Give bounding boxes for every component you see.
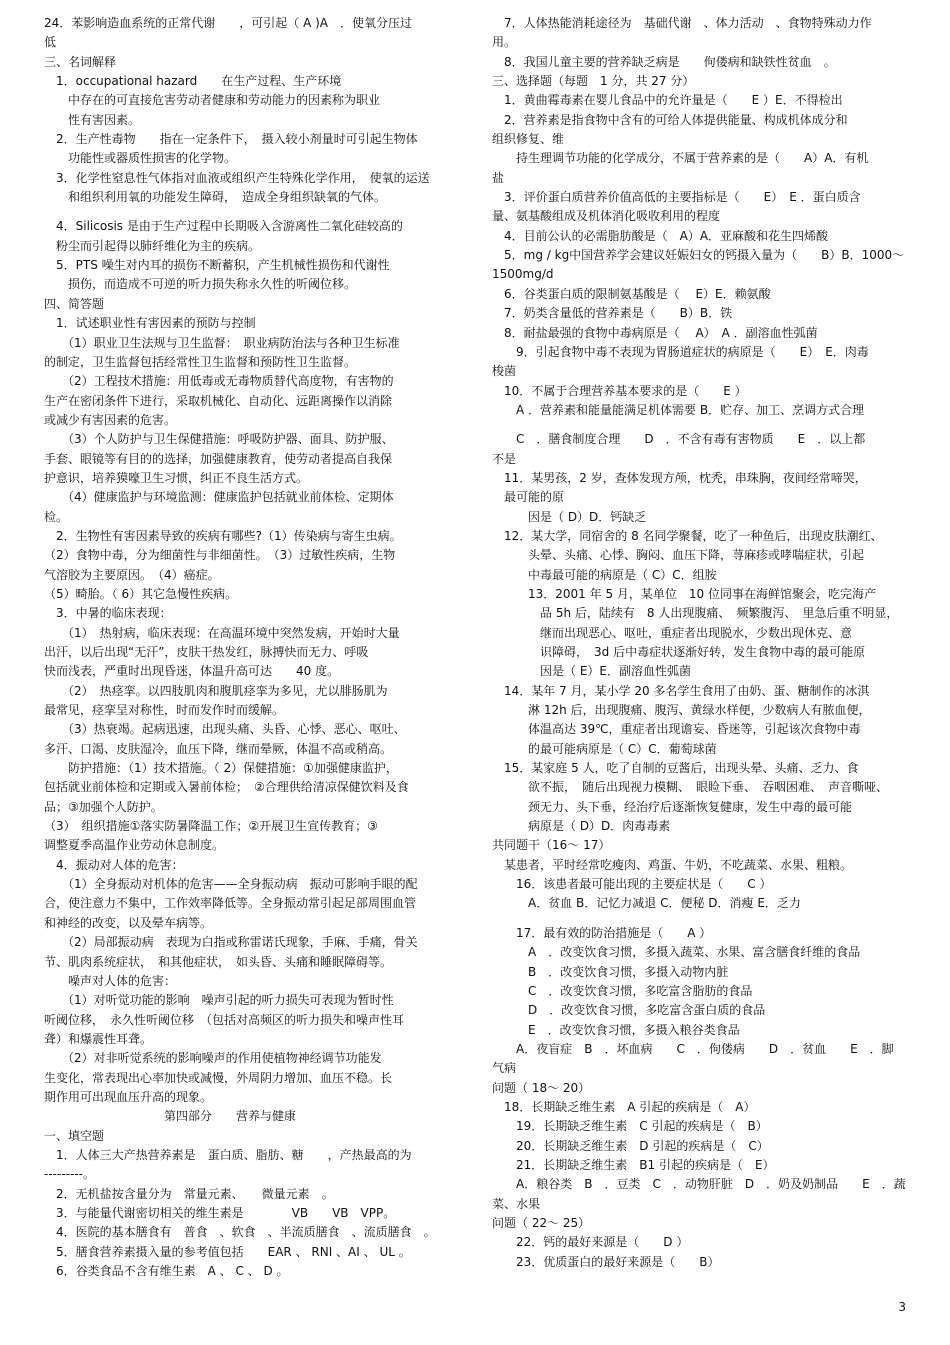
text-line: 防护措施：（1）技术措施。（ 2）保健措施：①加强健康监护， [44,761,398,776]
text-line: 期作用可出现血压升高的现象。 [44,1089,213,1104]
text-line: 功能性或器质性损害的化学物。 [44,151,237,166]
text-line: （1）职业卫生法规与卫生监督： 职业病防治法与各种卫生标准 [44,335,400,350]
text-line: 17．最有效的防治措施是（ A ） [492,925,712,940]
text-line: 8．我国儿童主要的营养缺乏病是 佝偻病和缺铁性贫血 。 [492,54,836,69]
text-line: 生变化，常表现出心率加快或减慢，外周阴力增加、血压不稳。长 [44,1070,393,1085]
text-line: 合，使注意力不集中，工作效率降低等。全身振动常引起足部周围血管 [44,896,417,911]
text-line: 损伤，而造成不可逆的听力损失称永久性的听阈位移。 [44,277,357,292]
text-line: 品；③加强个人防护。 [44,799,163,814]
text-line: 听阈位移， 永久性听阈位移 （包括对高频区的听力损失和噪声性耳 [44,1012,405,1027]
text-line: 聋）和爆震性耳聋。 [44,1031,153,1046]
text-line: 一、填空题 [44,1128,105,1143]
text-line: 14．某年 7 月，某小学 20 多名学生食用了由奶、蛋、糖制作的冰淇 [492,683,870,698]
text-line: A．贫血 B．记忆力减退 C．便秘 D．消瘦 E．乏力 [492,896,801,911]
text-line: （3）热衰竭。起病迅速，出现头痛、头昏、心悸、恶心、呕吐、 [44,722,406,737]
text-line: （2）食物中毒，分为细菌性与非细菌性。 （3）过敏性疾病，生物 [44,548,396,563]
text-line: 因是（ D）D．钙缺乏 [492,509,647,524]
text-line: 量、氨基酸组成及机体消化吸收利用的程度 [492,209,721,224]
text-line: （2）工程技术措施：用低毒或无毒物质替代高度物，有害物的 [44,374,394,389]
text-line: 或减少有害因素的危害。 [44,412,177,427]
text-line: 噪声对人体的危害： [44,973,177,988]
text-line: 节、肌肉系统症状， 和其他症状， 如头昏、头痛和睡眠障碍等。 [44,954,393,969]
text-line: C ．膳食制度合理 D ．不含有毒有害物质 E ．以上都 [492,432,866,447]
text-line: A ．改变饮食习惯，多摄入蔬菜、水果、富含膳食纤维的食品 [492,945,861,960]
text-line: 3．与能量代谢密切相关的维生素是 VB VB VPP。 [44,1205,396,1220]
text-line: 13．2001 年 5 月，某单位 10 位同事在海鲜馆聚会，吃完海产 [492,586,876,601]
text-line: 气溶胶为主要原因。 （4）癌症。 [44,567,220,582]
text-line: 气病 [492,1061,517,1076]
text-line: 4．目前公认的必需脂肪酸是（ A）A．亚麻酸和花生四烯酸 [492,228,829,243]
text-line: 调整夏季高温作业劳动休息制度。 [44,838,225,853]
text-line: 手套、眼镜等有目的的选择，加强健康教育，使劳动者提高自我保 [44,451,393,466]
text-line: 2．营养素是指食物中含有的可给人体提供能量、构成机体成分和 [492,112,848,127]
text-line: 低 [44,35,57,50]
text-line: 梭菌 [492,364,517,379]
text-line: 中存在的可直接危害劳动者健康和劳动能力的因素称为职业 [44,93,381,108]
right-column [492,14,910,1272]
text-line: 20．长期缺乏维生素 D 引起的疾病是（ C） [492,1138,769,1153]
text-line: A．夜盲症 B ．坏血病 C ．佝偻病 D ．贫血 E ．脚 [492,1041,894,1056]
spacer [44,207,462,217]
text-line: 2．生物性有害因素导致的疾病有哪些?（1）传染病与寄生虫病。 [44,528,402,543]
text-line: 7．人体热能消耗途径为 基础代谢 、体力活动 、食物特殊动力作 [492,16,872,30]
text-line: 5．PTS 噪生对内耳的损伤不断蓄积，产生机械性损伤和代谢性 [44,258,390,273]
text-line: D ．改变饮食习惯，多吃富含蛋白质的食品 [492,1003,766,1018]
text-line: 6．谷类蛋白质的限制氨基酸是（ E）E．赖氨酸 [492,286,771,301]
text-line: 23．优质蛋白的最好来源是（ B） [492,1254,720,1269]
text-line: 粉尘而引起得以肺纤维化为主的疾病。 [44,238,261,253]
left-column [44,14,462,1281]
text-line: C ．改变饮食习惯，多吃富含脂肪的食品 [492,983,753,998]
text-line: 中毒最可能的病原是（ C）C．组胺 [492,567,717,582]
text-line: A ．营养素和能量能满足机体需要 B．贮存、加工、烹调方式合理 [492,402,865,417]
text-line: 体温高达 39℃，重症者出现谵妄、昏迷等，引起该次食物中毒 [492,722,861,737]
text-line: 四、简答题 [44,296,105,311]
text-line: A．粮谷类 B ．豆类 C ．动物肝脏 D ．奶及奶制品 E ．蔬 [492,1177,906,1192]
text-line: 出汗，以后出现“无汗”，皮肤干热发红，脉搏快而无力、呼吸 [44,645,369,659]
text-line: 问题（ 18～ 20） [492,1080,591,1095]
spacer [492,914,910,924]
text-line: 10．不属于合理营养基本要求的是（ E ） [492,383,747,398]
text-line: （1） 热射病，临床表现：在高温环境中突然发病，开始时大量 [44,625,400,640]
text-line: 4．Silicosis 是由于生产过程中长期吸入含游离性二氧化硅较高的 [44,219,403,234]
text-line: 第四部分 营养与健康 [44,1109,297,1124]
text-line: E ．改变饮食习惯，多摄入粮谷类食品 [492,1022,740,1037]
text-line: 1．黄曲霉毒素在婴儿食品中的允许量是（ E ）E．不得检出 [492,93,843,108]
text-line: （5）畸胎。（ 6）其它急慢性疾病。 [44,586,238,601]
page-number: 3 [898,1300,906,1314]
text-line: （4）健康监护与环境监测：健康监护包括就业前体检、定期体 [44,490,394,505]
text-line: 包括就业前体检和定期或入暑前体检； ②合理供给清凉保健饮料及食 [44,780,409,795]
text-line: 24．苯影响造血系统的正常代谢 ，可引起（ A )A ．使氧分压过 [44,16,413,30]
text-line: 15．某家庭 5 人，吃了自制的豆酱后，出现头晕、头痛、乏力、食 [492,761,859,776]
text-line: 12．某大学，同宿舍的 8 名同学聚餐，吃了一种鱼后，出现皮肤潮红、 [492,528,883,543]
text-line: 的制定，卫生监督包括经常性卫生监督和预防性卫生监督。 [44,354,357,369]
text-line: 快而浅表，严重时出现昏迷，体温升高可达 40 度。 [44,664,340,679]
text-line: 三、选择题（每题 1 分，共 27 分） [492,74,695,89]
text-line: 5．mg / kg中国营养学会建议妊娠妇女的钙摄入量为（ B）B．1000～ [492,248,905,263]
text-line: 1．试述职业性有害因素的预防与控制 [44,316,256,331]
text-line: 最常见，痉挛呈对称性，时而发作时而缓解。 [44,703,285,718]
text-line: 某患者，平时经常吃瘦肉、鸡蛋、牛奶，不吃蔬菜、水果、粗粮。 [492,857,853,872]
text-line: 不是 [492,451,517,466]
text-line: 和神经的改变，以及晕车病等。 [44,915,213,930]
text-line: 22．钙的最好来源是（ D ） [492,1235,689,1250]
text-line: 检。 [44,509,69,524]
text-line: 的最可能病原是（ C）C．葡萄球菌 [492,741,717,756]
text-line: 组织修复、维 [492,132,565,147]
text-line: 1500mg/d [492,267,554,282]
text-line: 共同题干（16～ 17） [492,838,611,853]
text-line: （3） 组织措施①落实防暑降温工作；②开展卫生宣传教育；③ [44,819,378,834]
text-line: 8．耐盐最强的食物中毒病原是（ A） A ．副溶血性弧菌 [492,325,818,340]
text-line: 菜、水果 [492,1196,541,1211]
text-line: 病原是（ D）D．肉毒毒素 [492,819,671,834]
text-line: 生产在密闭条件下进行，采取机械化、自动化、远距离操作以消除 [44,393,393,408]
text-line: 持生理调节功能的化学成分，不属于营养素的是（ A）A．有机 [492,151,869,166]
text-line: 识障碍， 3d 后中毒症状逐渐好转，发生食物中毒的最可能原 [492,645,866,659]
text-line: 18．长期缺乏维生素 A 引起的疾病是（ A） [492,1099,756,1114]
text-line: 品 5h 后，陆续有 8 人出现腹痛、 频繁腹泻、 里急后重不明显， [492,606,899,621]
text-line: （2）局部振动病 表现为白指或称雷诺氏现象，手麻、手痛，骨关 [44,935,418,950]
text-line: 和组织利用氧的功能发生障碍， 造成全身组织缺氧的气体。 [44,190,387,205]
text-line: 4．振动对人体的危害： [44,857,184,872]
text-line: 多汗、口渴、皮肤湿冷，血压下降，继而晕厥，体温不高或稍高。 [44,741,393,756]
text-line: 2．无机盐按含量分为 常量元素、 微量元素 。 [44,1186,334,1201]
text-line: 7．奶类含量低的营养素是（ B）B．铁 [492,306,733,321]
text-line: 性有害因素。 [44,112,141,127]
text-line: （1）全身振动对机体的危害——全身振动病 振动可影响手眼的配 [44,877,418,892]
text-line: 用。 [492,35,517,50]
text-line: （2） 热痉挛。以四肢肌肉和腹肌痉挛为多见，尤以腓肠肌为 [44,683,388,698]
text-line: 因是（ E）E．副溶血性弧菌 [492,664,691,679]
text-line: 颈无力、头下垂，经治疗后逐渐恢复健康，发生中毒的最可能 [492,799,853,814]
text-line: 6．谷类食品不含有维生素 A 、 C 、 D 。 [44,1264,289,1278]
text-line: B ．改变饮食习惯，多摄入动物内脏 [492,964,729,979]
text-line: 最可能的原 [492,490,565,505]
text-line: 3．评价蛋白质营养价值高低的主要指标是（ E） E ．蛋白质含 [492,190,861,205]
text-line: 9．引起食物中毒不表现为胃肠道症状的病原是（ E） E．肉毒 [492,344,869,359]
spacer [492,420,910,430]
text-line: 3．化学性窒息性气体指对血液或组织产生特殊化学作用， 使氧的运送 [44,170,430,185]
text-line: 问题（ 22～ 25） [492,1215,591,1230]
text-line: （2）对非听觉系统的影响噪声的作用使植物神经调节功能发 [44,1051,382,1066]
text-line: 欲不振， 随后出现视力模糊、 眼睑下垂、 吞咽困难、 声音嘶哑、 [492,780,889,795]
text-line: 继而出现恶心、呕吐，重症者出现脱水，少数出现休克、意 [492,625,853,640]
text-line: 淋 12h 后，出现腹痛、腹泻、黄绿水样便，少数病人有脓血便， [492,703,871,718]
text-line: 3．中暑的临床表现： [44,606,172,621]
text-line: 护意识，培养獏嚎卫生习惯，纠正不良生活方式。 [44,470,309,485]
text-line: （1）对听觉功能的影响 噪声引起的听力损失可表现为暂时性 [44,993,394,1008]
text-line: 1．人体三大产热营养素是 蛋白质、脂肪、糖 ，产热最高的为 [44,1147,412,1162]
text-line: 三、名词解释 [44,54,117,69]
text-line: 11．某男孩，2 岁，查体发现方颅，枕秃，串珠胸，夜间经常啼哭， [492,470,867,485]
text-line: 盐 [492,170,505,185]
text-line: 1．occupational hazard 在生产过程、生产环境 [44,74,342,89]
text-line: 2．生产性毒物 指在一定条件下， 摄入较小剂量时可引起生物体 [44,132,418,147]
text-line: （3）个人防护与卫生保健措施：呼吸防护器、面具、防护服、 [44,432,394,447]
text-line: ---------。 [44,1167,95,1182]
text-line: 19．长期缺乏维生素 C 引起的疾病是（ B） [492,1119,768,1134]
text-line: 4．医院的基本膳食有 普食 、软食 、半流质膳食 、流质膳食 。 [44,1225,436,1240]
text-line: 头晕、头痛、心悸、胸闷、血压下降，荨麻疹或哮喘症状，引起 [492,548,865,563]
text-line: 16．该患者最可能出现的主要症状是（ C ） [492,877,772,892]
text-line: 21．长期缺乏维生素 B1 引起的疾病是（ E） [492,1157,775,1172]
text-line: 5．膳食营养素摄入量的参考值包括 EAR 、 RNI 、AI 、 UL 。 [44,1244,411,1259]
